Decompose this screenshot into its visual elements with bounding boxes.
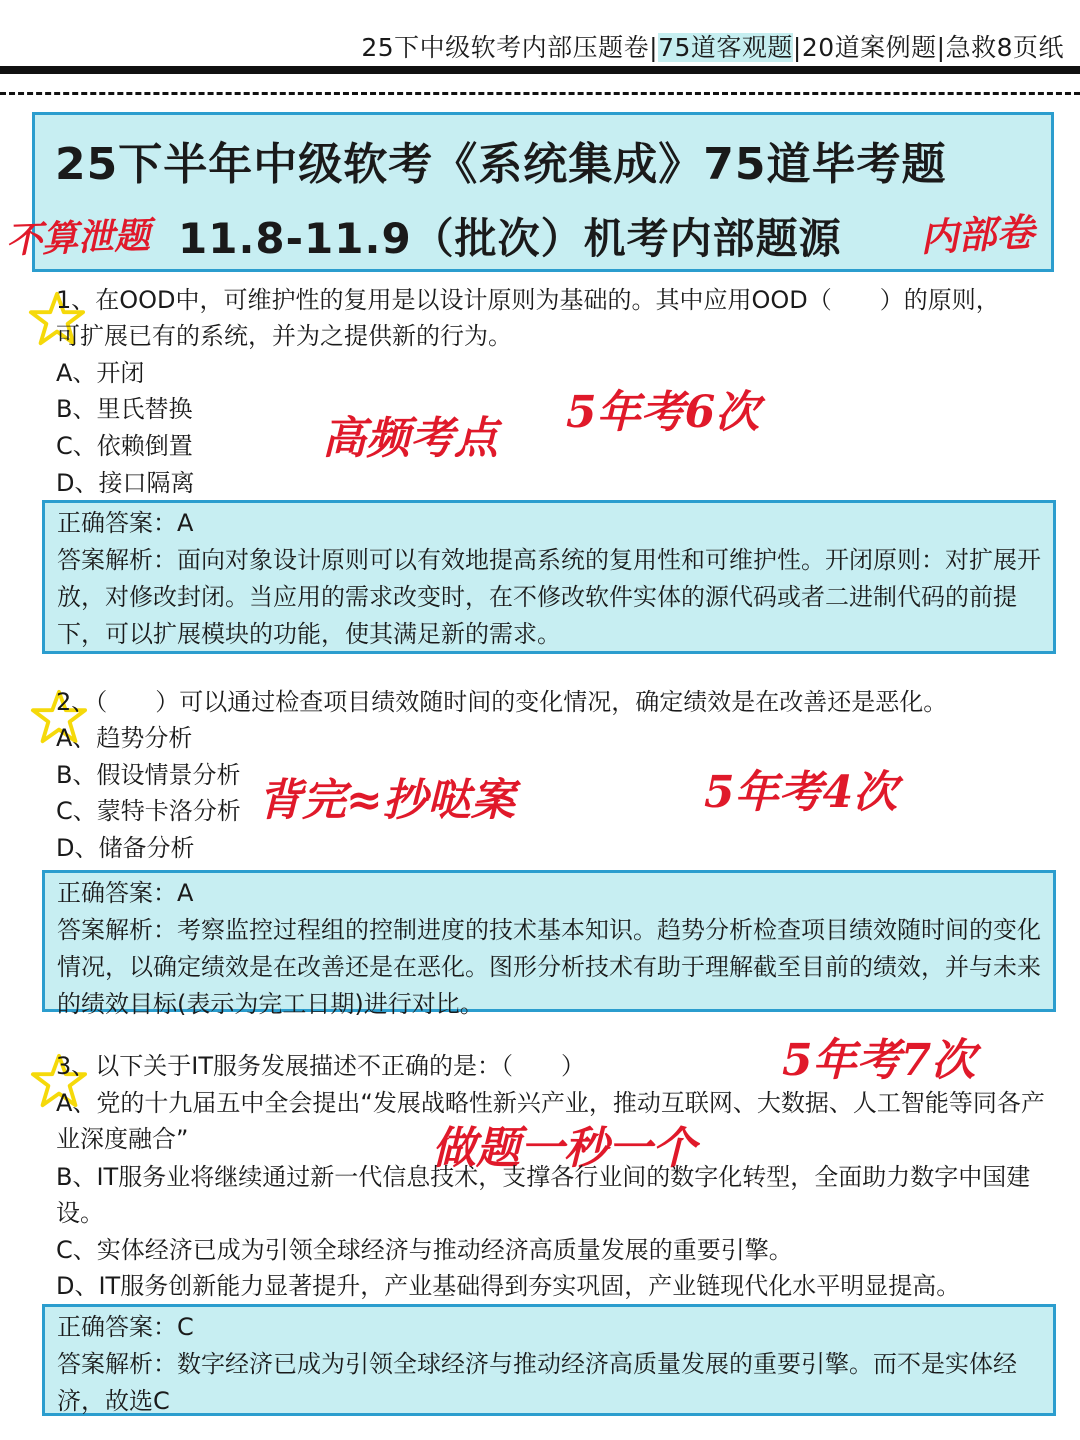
- q3-answer: 正确答案：C: [57, 1313, 194, 1341]
- q3-analysis: 答案解析：数字经济已成为引领全球经济与推动经济高质量发展的重要引擎。而不是实体经济，故选C: [57, 1350, 1017, 1415]
- q2-stem: 2、（ ）可以通过检查项目绩效随时间的变化情况，确定绩效是在改善还是恶化。: [56, 688, 948, 716]
- q3-stem: 3、以下关于IT服务发展描述不正确的是：（ ）: [56, 1052, 586, 1080]
- q2-option-a: A、趋势分析: [56, 724, 193, 752]
- header-part2: 75道客观题: [658, 33, 793, 62]
- page-subtitle: 11.8-11.9（批次）机考内部题源: [178, 214, 842, 263]
- q2-answer-box: [42, 870, 1056, 1018]
- dashed-divider: [0, 92, 1080, 95]
- q3-option-a: A、党的十九届五中全会提出“发展战略性新兴产业，推动互联网、大数据、人工智能等同各产业深度融合”: [56, 1089, 1045, 1153]
- q2-option-c: C、蒙特卡洛分析: [56, 797, 241, 825]
- q1-option-c: C、依赖倒置: [56, 432, 193, 460]
- q2-option-b: B、假设情景分析: [56, 761, 241, 789]
- tag-left: 不算泄题: [5, 214, 151, 262]
- q1-option-a: A、开闭: [56, 359, 145, 387]
- q2-note-count: 5年考4次: [704, 767, 898, 818]
- q1-option-b: B、里氏替换: [56, 395, 193, 423]
- q1-stem: 1、在OOD中，可维护性的复用是以设计原则为基础的。其中应用OOD（ ）的原则，: [56, 286, 1000, 314]
- q3-option-b: B、IT服务业将继续通过新一代信息技术，支撑各行业间的数字化转型，全面助力数字中国建设。: [56, 1163, 1031, 1227]
- q2-note-memorize: 背完≈抄哒案: [258, 775, 515, 826]
- header-part3: |20道案例题|急救8页纸: [792, 33, 1064, 62]
- q2-answer: 正确答案：A: [57, 879, 194, 907]
- page-title: 25下半年中级软考《系统集成》75道毕考题: [55, 139, 947, 190]
- header-part1: 25下中级软考内部压题卷|: [361, 33, 659, 62]
- q2-analysis: 答案解析：考察监控过程组的控制进度的技术基本知识。趋势分析检查项目绩效随时间的变化情况，以确定绩效是在改善还是在恶化。图形分析技术有助于理解截至目前的绩效，并与未来的绩效目标(表示为完工日期)进行对比。: [57, 916, 1041, 1018]
- q3-answer-box: [42, 1304, 1056, 1416]
- q3-option-d: D、IT服务创新能力显著提升，产业基础得到夯实巩固，产业链现代化水平明显提高。: [56, 1272, 961, 1300]
- q1-stem-cont: 可扩展已有的系统，并为之提供新的行为。: [56, 322, 512, 350]
- header-divider: [0, 66, 1080, 74]
- q3-note-speed: 做题一秒一个: [432, 1123, 696, 1174]
- top-header: [361, 28, 1064, 64]
- q1-answer-box: [42, 500, 1056, 654]
- q1-option-d: D、接口隔离: [56, 469, 195, 497]
- q2-option-d: D、储备分析: [56, 834, 195, 862]
- q1-note-hot: 高频考点: [322, 413, 498, 464]
- tag-right: 内部卷: [919, 209, 1036, 260]
- q3-option-c: C、实体经济已成为引领全球经济与推动经济高质量发展的重要引擎。: [56, 1236, 793, 1264]
- q1-analysis: 答案解析：面向对象设计原则可以有效地提高系统的复用性和可维护性。开闭原则：对扩展开放，对修改封闭。当应用的需求改变时，在不修改软件实体的源代码或者二进制代码的前提下，可以扩展模块的功能，使其满足新的需求。: [57, 546, 1041, 648]
- q3-note-count: 5年考7次: [782, 1035, 976, 1086]
- q1-answer: 正确答案：A: [57, 509, 194, 537]
- q1-note-count: 5年考6次: [566, 387, 760, 438]
